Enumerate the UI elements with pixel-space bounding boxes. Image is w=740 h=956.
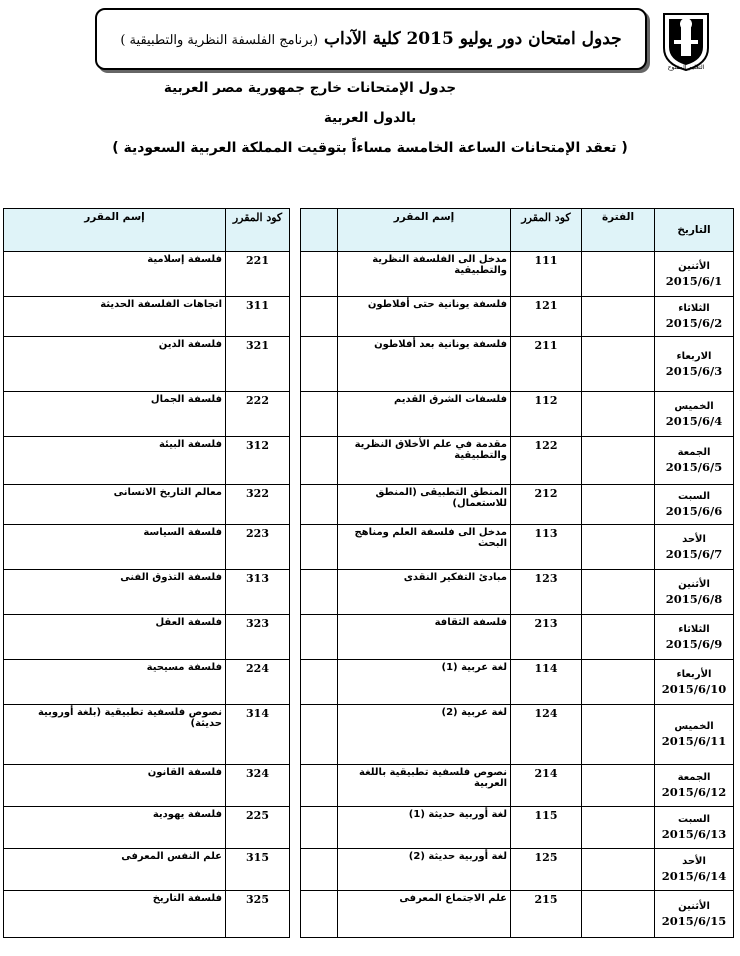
date-value: 2015/6/15 bbox=[661, 913, 727, 928]
cell-course-name: فلسفة يونانية حتى أفلاطون bbox=[338, 297, 511, 337]
table-row bbox=[301, 252, 734, 297]
cell-course-name: لغة أوربية حديثة (1) bbox=[338, 807, 511, 849]
cell-period bbox=[582, 337, 655, 392]
table-row bbox=[301, 570, 734, 615]
cell-period bbox=[582, 437, 655, 485]
cell-blank bbox=[301, 849, 338, 891]
table-row bbox=[301, 660, 734, 705]
cell-course-name: اتجاهات الفلسفة الحديثة bbox=[4, 297, 226, 337]
date-value: 2015/6/12 bbox=[661, 785, 727, 799]
table-row bbox=[301, 615, 734, 660]
table-row bbox=[301, 807, 734, 849]
schedule-table-secondary bbox=[3, 208, 290, 938]
cell-date bbox=[655, 485, 734, 525]
date-value: 2015/6/2 bbox=[665, 316, 723, 330]
cell-course-name: فلسفة التذوق الفنى bbox=[4, 570, 226, 615]
cell-blank bbox=[301, 570, 338, 615]
cell-period bbox=[582, 485, 655, 525]
day-name: السبت bbox=[677, 491, 711, 502]
cell-code: 122 bbox=[511, 437, 582, 485]
cell-period bbox=[582, 252, 655, 297]
cell-code: 315 bbox=[226, 849, 290, 891]
cell-course-name: فلسفة يونانية بعد أفلاطون bbox=[338, 337, 511, 392]
page-title bbox=[120, 29, 621, 49]
cell-code: 212 bbox=[511, 485, 582, 525]
cell-course-name: فلسفة يهودية bbox=[4, 807, 226, 849]
cell-course-name: فلسفة الدين bbox=[4, 337, 226, 392]
table-row bbox=[301, 392, 734, 437]
table-row bbox=[4, 437, 290, 485]
cell-date bbox=[655, 660, 734, 705]
cell-code: 223 bbox=[226, 525, 290, 570]
title-text: جدول امتحان دور يوليو 2015 كلية الآداب bbox=[323, 29, 622, 49]
table-row bbox=[301, 437, 734, 485]
table-row bbox=[301, 485, 734, 525]
day-name: الخميس bbox=[674, 400, 714, 412]
table-row bbox=[4, 765, 290, 807]
cell-code: 313 bbox=[226, 570, 290, 615]
cell-date bbox=[655, 807, 734, 849]
cell-course-name: فلسفات الشرق القديم bbox=[338, 392, 511, 437]
title-banner bbox=[95, 8, 647, 70]
cell-course-name: مقدمة في علم الأخلاق النظرية والتطبيقية bbox=[338, 437, 511, 485]
cell-code: 323 bbox=[226, 615, 290, 660]
day-name: الأثنين bbox=[678, 900, 710, 912]
cell-date bbox=[655, 849, 734, 891]
cell-course-name: فلسفة السياسة bbox=[4, 525, 226, 570]
cell-code: 225 bbox=[226, 807, 290, 849]
day-name: الخميس bbox=[674, 721, 714, 732]
table-row bbox=[4, 849, 290, 891]
cell-blank bbox=[301, 525, 338, 570]
cell-course-name: فلسفة العقل bbox=[4, 615, 226, 660]
cell-code: 325 bbox=[226, 891, 290, 938]
cell-code: 214 bbox=[511, 765, 582, 807]
heading-line-3: ( تعقد الإمتحانات الساعة الخامسة مساءاً بتوقيت المملكة العربية السعودية ) bbox=[112, 140, 628, 156]
date-value: 2015/6/10 bbox=[661, 681, 727, 696]
table-row bbox=[301, 337, 734, 392]
table-gutter bbox=[290, 208, 300, 950]
date-value: 2015/6/3 bbox=[665, 363, 723, 378]
cell-course-name: علم النفس المعرفى bbox=[4, 849, 226, 891]
table-row bbox=[4, 615, 290, 660]
cell-blank bbox=[301, 660, 338, 705]
cell-blank bbox=[301, 891, 338, 938]
cell-code: 222 bbox=[226, 392, 290, 437]
cell-blank bbox=[301, 337, 338, 392]
cell-code: 113 bbox=[511, 525, 582, 570]
cell-code: 211 bbox=[511, 337, 582, 392]
cell-period bbox=[582, 660, 655, 705]
cell-period bbox=[582, 807, 655, 849]
cell-course-name: فلسفة إسلامية bbox=[4, 252, 226, 297]
cell-period bbox=[582, 392, 655, 437]
cell-blank bbox=[301, 765, 338, 807]
day-name: الجمعة bbox=[677, 772, 711, 783]
header-date: التاريخ bbox=[655, 209, 734, 252]
cell-period bbox=[582, 615, 655, 660]
day-name: الاربعاء bbox=[676, 350, 712, 362]
cell-blank bbox=[301, 485, 338, 525]
cell-period bbox=[582, 849, 655, 891]
header-code: كود المقرر bbox=[511, 209, 582, 252]
cell-course-name: مدخل الى فلسفة العلم ومناهج البحث bbox=[338, 525, 511, 570]
date-value: 2015/6/1 bbox=[665, 273, 723, 288]
cell-date bbox=[655, 437, 734, 485]
cell-blank bbox=[301, 297, 338, 337]
day-name: الأحد bbox=[682, 856, 706, 867]
cell-period bbox=[582, 765, 655, 807]
cell-course-name: نصوص فلسفية تطبيقية باللغة العربية bbox=[338, 765, 511, 807]
cell-course-name: لغة عربية (2) bbox=[338, 705, 511, 765]
table-header-row bbox=[4, 209, 290, 252]
date-value: 2015/6/7 bbox=[665, 546, 723, 561]
table-row bbox=[301, 525, 734, 570]
cell-blank bbox=[301, 437, 338, 485]
cell-code: 312 bbox=[226, 437, 290, 485]
date-value: 2015/6/8 bbox=[665, 591, 723, 606]
table-row bbox=[301, 705, 734, 765]
table-row bbox=[301, 891, 734, 938]
cell-code: 324 bbox=[226, 765, 290, 807]
cell-period bbox=[582, 705, 655, 765]
cell-course-name: فلسفة الجمال bbox=[4, 392, 226, 437]
header-period: الفترة bbox=[582, 209, 655, 252]
table-row bbox=[4, 891, 290, 938]
cell-course-name: المنطق التطبيقى (المنطق للاستعمال) bbox=[338, 485, 511, 525]
schedule-table-main bbox=[300, 208, 734, 938]
header-course-name: إسم المقرر bbox=[338, 209, 511, 252]
day-name: الثلاثاء bbox=[678, 623, 710, 635]
cell-period bbox=[582, 297, 655, 337]
cell-course-name: لغة عربية (1) bbox=[338, 660, 511, 705]
cell-date bbox=[655, 252, 734, 297]
university-logo-icon bbox=[660, 10, 712, 72]
cell-code: 111 bbox=[511, 252, 582, 297]
header-blank bbox=[301, 209, 338, 252]
day-name: الثلاثاء bbox=[678, 303, 710, 314]
cell-course-name: مبادئ التفكير النقدى bbox=[338, 570, 511, 615]
cell-code: 321 bbox=[226, 337, 290, 392]
table-row bbox=[4, 660, 290, 705]
cell-course-name: فلسفة القانون bbox=[4, 765, 226, 807]
cell-blank bbox=[301, 392, 338, 437]
cell-date bbox=[655, 615, 734, 660]
day-name: الأحد bbox=[682, 533, 706, 545]
date-value: 2015/6/4 bbox=[665, 413, 723, 428]
cell-period bbox=[582, 570, 655, 615]
cell-date bbox=[655, 525, 734, 570]
date-value: 2015/6/5 bbox=[665, 460, 723, 474]
cell-date bbox=[655, 392, 734, 437]
date-value: 2015/6/11 bbox=[661, 734, 727, 748]
cell-blank bbox=[301, 705, 338, 765]
cell-period bbox=[582, 525, 655, 570]
heading-line-2: بالدول العربية bbox=[323, 110, 417, 126]
cell-course-name: لغة أوربية حديثة (2) bbox=[338, 849, 511, 891]
cell-course-name: فلسفة الثقافة bbox=[338, 615, 511, 660]
cell-code: 213 bbox=[511, 615, 582, 660]
cell-course-name: فلسفة مسيحية bbox=[4, 660, 226, 705]
table-row bbox=[4, 485, 290, 525]
cell-date bbox=[655, 337, 734, 392]
cell-date bbox=[655, 297, 734, 337]
cell-code: 311 bbox=[226, 297, 290, 337]
table-row bbox=[301, 849, 734, 891]
date-value: 2015/6/13 bbox=[661, 827, 727, 841]
table-row bbox=[4, 252, 290, 297]
day-name: الجمعة bbox=[677, 447, 711, 458]
cell-blank bbox=[301, 807, 338, 849]
cell-code: 114 bbox=[511, 660, 582, 705]
table-row bbox=[4, 297, 290, 337]
table-row bbox=[4, 570, 290, 615]
cell-course-name: معالم التاريخ الانسانى bbox=[4, 485, 226, 525]
day-name: السبت bbox=[677, 814, 711, 825]
table-header-row bbox=[301, 209, 734, 252]
cell-code: 115 bbox=[511, 807, 582, 849]
logo-caption: التعليم المفتوح bbox=[667, 64, 705, 71]
header-course-name: إسم المقرر bbox=[4, 209, 226, 252]
cell-blank bbox=[301, 615, 338, 660]
table-row bbox=[4, 525, 290, 570]
cell-code: 221 bbox=[226, 252, 290, 297]
day-name: الأثنين bbox=[678, 578, 710, 590]
table-row bbox=[301, 765, 734, 807]
date-value: 2015/6/6 bbox=[665, 504, 723, 518]
cell-date bbox=[655, 570, 734, 615]
date-value: 2015/6/9 bbox=[665, 636, 723, 651]
cell-course-name: فلسفة التاريخ bbox=[4, 891, 226, 938]
day-name: الأثنين bbox=[678, 260, 710, 272]
table-row bbox=[4, 807, 290, 849]
cell-course-name: فلسفة البيئة bbox=[4, 437, 226, 485]
cell-blank bbox=[301, 252, 338, 297]
cell-date bbox=[655, 705, 734, 765]
cell-code: 322 bbox=[226, 485, 290, 525]
heading-line-1: جدول الإمتحانات خارج جمهورية مصر العربية bbox=[163, 80, 457, 96]
cell-period bbox=[582, 891, 655, 938]
table-row bbox=[4, 705, 290, 765]
cell-date bbox=[655, 891, 734, 938]
table-row bbox=[301, 297, 734, 337]
cell-code: 125 bbox=[511, 849, 582, 891]
title-subtitle: (برنامج الفلسفة النظرية والتطبيقية ) bbox=[120, 33, 319, 48]
cell-code: 314 bbox=[226, 705, 290, 765]
cell-course-name: نصوص فلسفية تطبيقية (بلغة أوروبية حديثة) bbox=[4, 705, 226, 765]
cell-code: 123 bbox=[511, 570, 582, 615]
cell-code: 224 bbox=[226, 660, 290, 705]
cell-course-name: علم الاجتماع المعرفى bbox=[338, 891, 511, 938]
cell-code: 112 bbox=[511, 392, 582, 437]
table-row bbox=[4, 392, 290, 437]
cell-code: 215 bbox=[511, 891, 582, 938]
day-name: الأربعاء bbox=[676, 668, 712, 680]
cell-course-name: مدخل الى الفلسفة النظرية والتطبيقية bbox=[338, 252, 511, 297]
cell-code: 121 bbox=[511, 297, 582, 337]
cell-date bbox=[655, 765, 734, 807]
header-code: كود المقرر bbox=[226, 209, 290, 252]
cell-code: 124 bbox=[511, 705, 582, 765]
date-value: 2015/6/14 bbox=[661, 869, 727, 883]
table-row bbox=[4, 337, 290, 392]
